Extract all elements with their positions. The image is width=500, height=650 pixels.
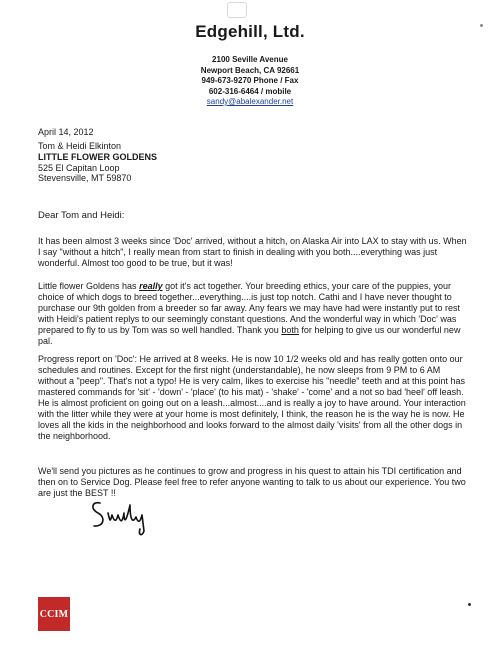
email-link[interactable]: sandy@abalexander.net [206, 97, 294, 106]
recipient-block [38, 141, 157, 184]
ccim-logo-text: CCIM [39, 608, 69, 620]
recipient-names: Tom & Heidi Elkinton [38, 141, 122, 151]
emphasis-both: both [281, 325, 299, 335]
letterhead-address [160, 55, 340, 108]
paragraph-progress: Progress report on 'Doc': He arrived at 8 weeks. He is now 10 1/2 weeks old and has really gotten onto our schedules and routines. Except for the first night (understandable), he now sleeps from 9 PM to 6 AM without a "peep". That's not a typo! He is very calm, likes to exercise his "needle" teeth and at this point has mastered commands for 'sit' - 'down' - 'place' (to his mat) - 'shake' - 'come' and a not so bad 'heel' off leash. He is almost proficient on going out on a leash...almost....and is really a joy to have around. Your interaction with the litter while they were at your home is most definitely, I think, the reason he is the way he is now. He loves all the kids in the neighborhood and looks forward to the almost daily 'visits' from all the other dogs in the neighborhood. [38, 354, 466, 441]
p2-text: for helping to give us our wonderful new pal. [38, 325, 461, 346]
letter-date: April 14, 2012 [38, 127, 94, 137]
address-line: Newport Beach, CA 92661 [200, 65, 300, 75]
recipient-business: LITTLE FLOWER GOLDENS [38, 151, 157, 162]
letterhead-crest-icon [227, 2, 247, 18]
address-line: 2100 Seville Avenue [212, 55, 288, 64]
paragraph-arrival: It has been almost 3 weeks since 'Doc' arrived, without a hitch, on Alaska Air into LAX to stay with us. When I say "without a hitch", I really mean from start to finish in dealing with you both....everything was just wonderful. Almost too good to be true, but it was! [38, 236, 467, 268]
mobile-line: 602-316-6464 / mobile [208, 86, 292, 96]
phone-line: 949-673-9270 Phone / Fax [201, 76, 299, 85]
recipient-city: Stevensville, MT 59870 [38, 173, 132, 184]
company-name: Edgehill, Ltd. [195, 22, 305, 41]
paragraph-closing: We'll send you pictures as he continues to grow and progress in his quest to attain his TDI certification and then on to Service Dog. Please feel free to refer anyone wanting to talk to us about our experience. You two are just the BEST !! [38, 466, 466, 498]
emphasis-really: really [139, 281, 163, 291]
handwritten-signature [86, 493, 166, 539]
p2-text: got it's act together. Your breeding ethics, your care of the puppies, your choice of which dogs to breed together...everything....is just top notch. Cathi and I have never thought to purchase our 9th golden from a breeder so far away. Any fears we may have had were instantly put to rest with Heidi's patient replys to our seemingly constant questions. And the wonderful way in which 'Doc' was prepared to fly to us by Tom was so well handled. Thank you [38, 281, 461, 335]
p2-text: Little flower Goldens has [38, 281, 140, 291]
paragraph-breeder [38, 281, 470, 347]
ccim-logo [38, 597, 70, 631]
recipient-street: 525 El Capitan Loop [38, 162, 120, 173]
scan-mark [468, 603, 471, 606]
greeting: Dear Tom and Heidi: [38, 210, 125, 221]
